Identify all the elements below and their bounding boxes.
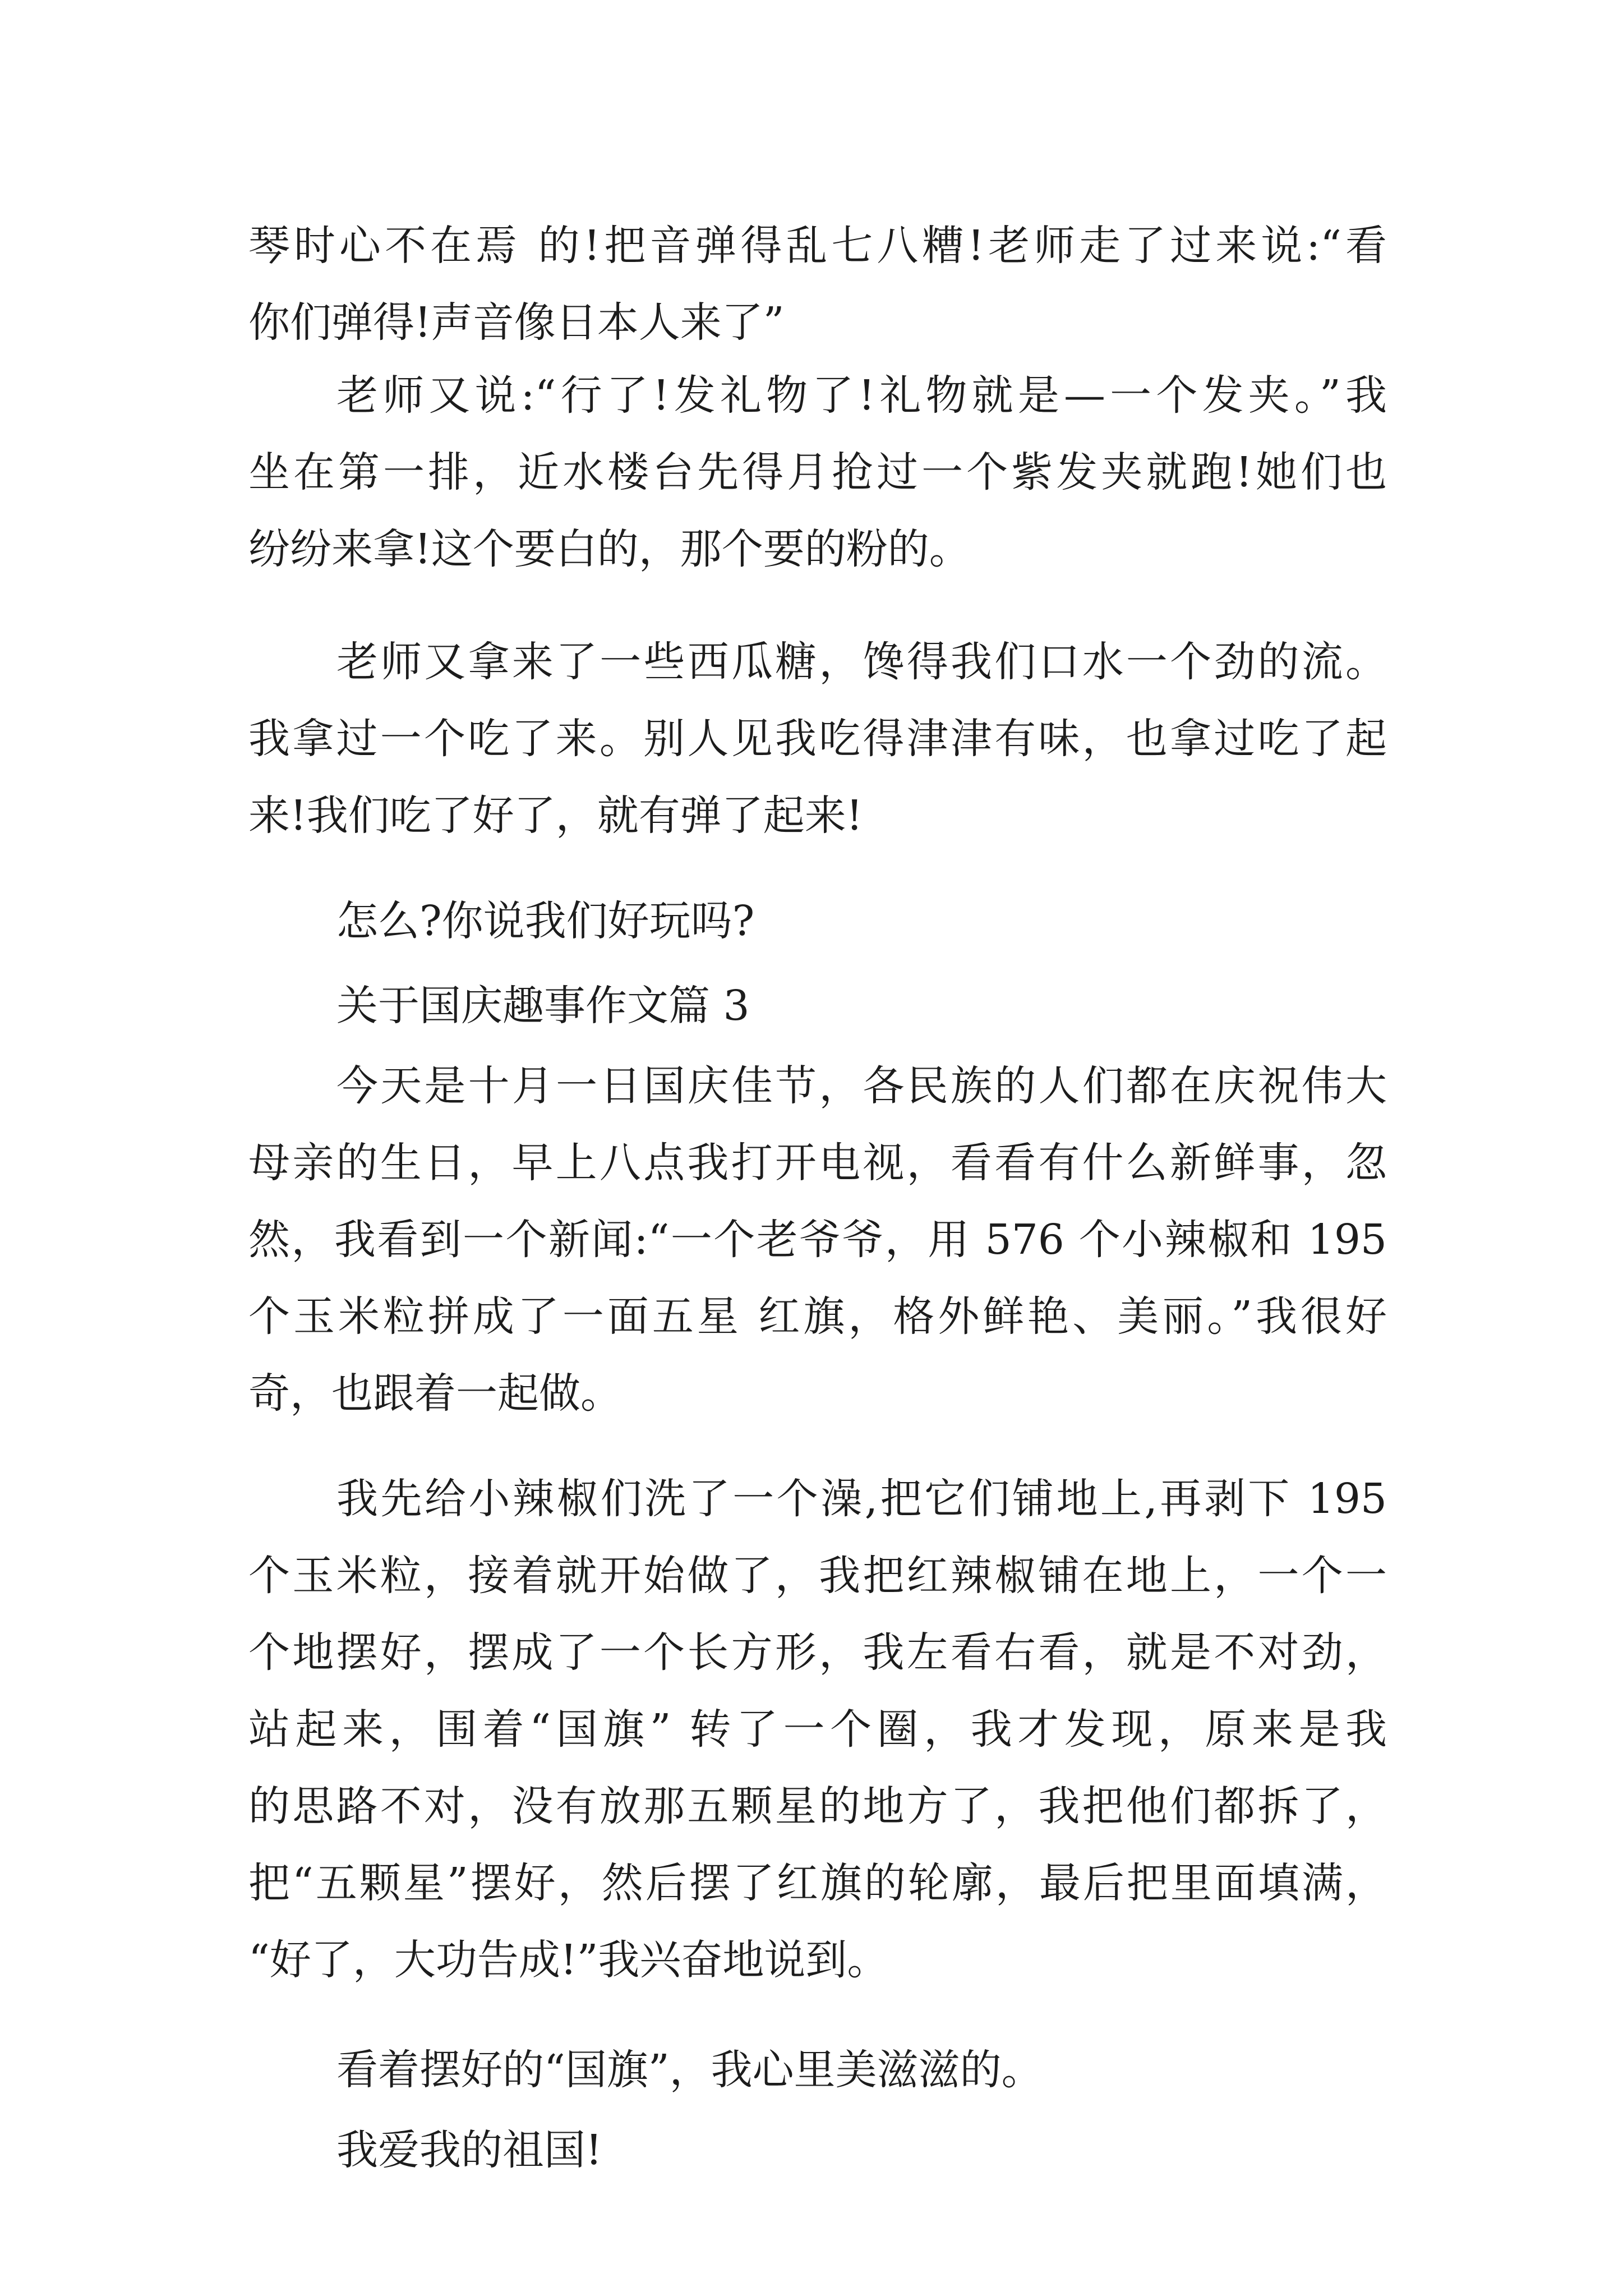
text-line: 个地摆好，摆成了一个长方形，我左看右看，就是不对劲， bbox=[248, 1628, 1387, 1677]
text-line: “好了，大功告成!”我兴奋地说到。 bbox=[248, 1936, 889, 1984]
text-line: 我先给小辣椒们洗了一个澡,把它们铺地上,再剥下 195 bbox=[336, 1475, 1387, 1523]
text-line: 奇，也跟着一起做。 bbox=[248, 1369, 622, 1418]
section-heading bbox=[248, 968, 1387, 1045]
document-body bbox=[248, 208, 1387, 2189]
text-line: 坐在第一排，近水楼台先得月抢过一个紫发夹就跑!她们也 bbox=[248, 448, 1387, 496]
paragraph bbox=[248, 2112, 1387, 2189]
text-line: 的思路不对，没有放那五颗星的地方了，我把他们都拆了， bbox=[248, 1782, 1387, 1830]
text-line: 母亲的生日，早上八点我打开电视，看看有什么新鲜事，忽 bbox=[248, 1139, 1387, 1187]
text-line: 然，我看到一个新闻:“一个老爷爷，用 576 个小辣椒和 195 bbox=[248, 1216, 1387, 1264]
text-line: 你们弹得!声音像日本人来了” bbox=[248, 298, 785, 347]
text-line: 老师又说:“行了!发礼物了!礼物就是—一个发夹。”我 bbox=[336, 371, 1387, 420]
text-line: 来!我们吃了好了，就有弹了起来! bbox=[248, 792, 863, 840]
text-line: 个玉米粒，接着就开始做了，我把红辣椒铺在地上，一个一 bbox=[248, 1552, 1387, 1600]
text-line: 站起来，围着“国旗” 转了一个圈，我才发现，原来是我 bbox=[248, 1705, 1387, 1754]
paragraph bbox=[248, 624, 1387, 854]
text-line: 把“五颗星”摆好，然后摆了红旗的轮廓，最后把里面填满， bbox=[248, 1859, 1387, 1907]
text-line: 我拿过一个吃了来。别人见我吃得津津有味，也拿过吃了起 bbox=[248, 715, 1387, 763]
paragraph bbox=[248, 208, 1387, 361]
section-heading-text: 关于国庆趣事作文篇 3 bbox=[336, 982, 750, 1030]
text-line: 纷纷来拿!这个要白的，那个要的粉的。 bbox=[248, 525, 971, 573]
paragraph bbox=[248, 1048, 1387, 1432]
text-line: 怎么?你说我们好玩吗? bbox=[336, 897, 755, 945]
paragraph bbox=[248, 357, 1387, 588]
text-line: 琴时心不在焉 的!把音弹得乱七八糟!老师走了过来说:“看 bbox=[248, 222, 1387, 270]
paragraph bbox=[248, 1461, 1387, 1999]
text-line: 个玉米粒拼成了一面五星 红旗，格外鲜艳、美丽。”我很好 bbox=[248, 1292, 1387, 1341]
paragraph bbox=[248, 883, 1387, 960]
paragraph bbox=[248, 2032, 1387, 2109]
text-line: 老师又拿来了一些西瓜糖，馋得我们口水一个劲的流。 bbox=[336, 638, 1387, 686]
text-line: 今天是十月一日国庆佳节，各民族的人们都在庆祝伟大 bbox=[336, 1062, 1387, 1110]
text-line: 看着摆好的“国旗”，我心里美滋滋的。 bbox=[336, 2046, 1043, 2094]
text-line: 我爱我的祖国! bbox=[336, 2126, 602, 2174]
